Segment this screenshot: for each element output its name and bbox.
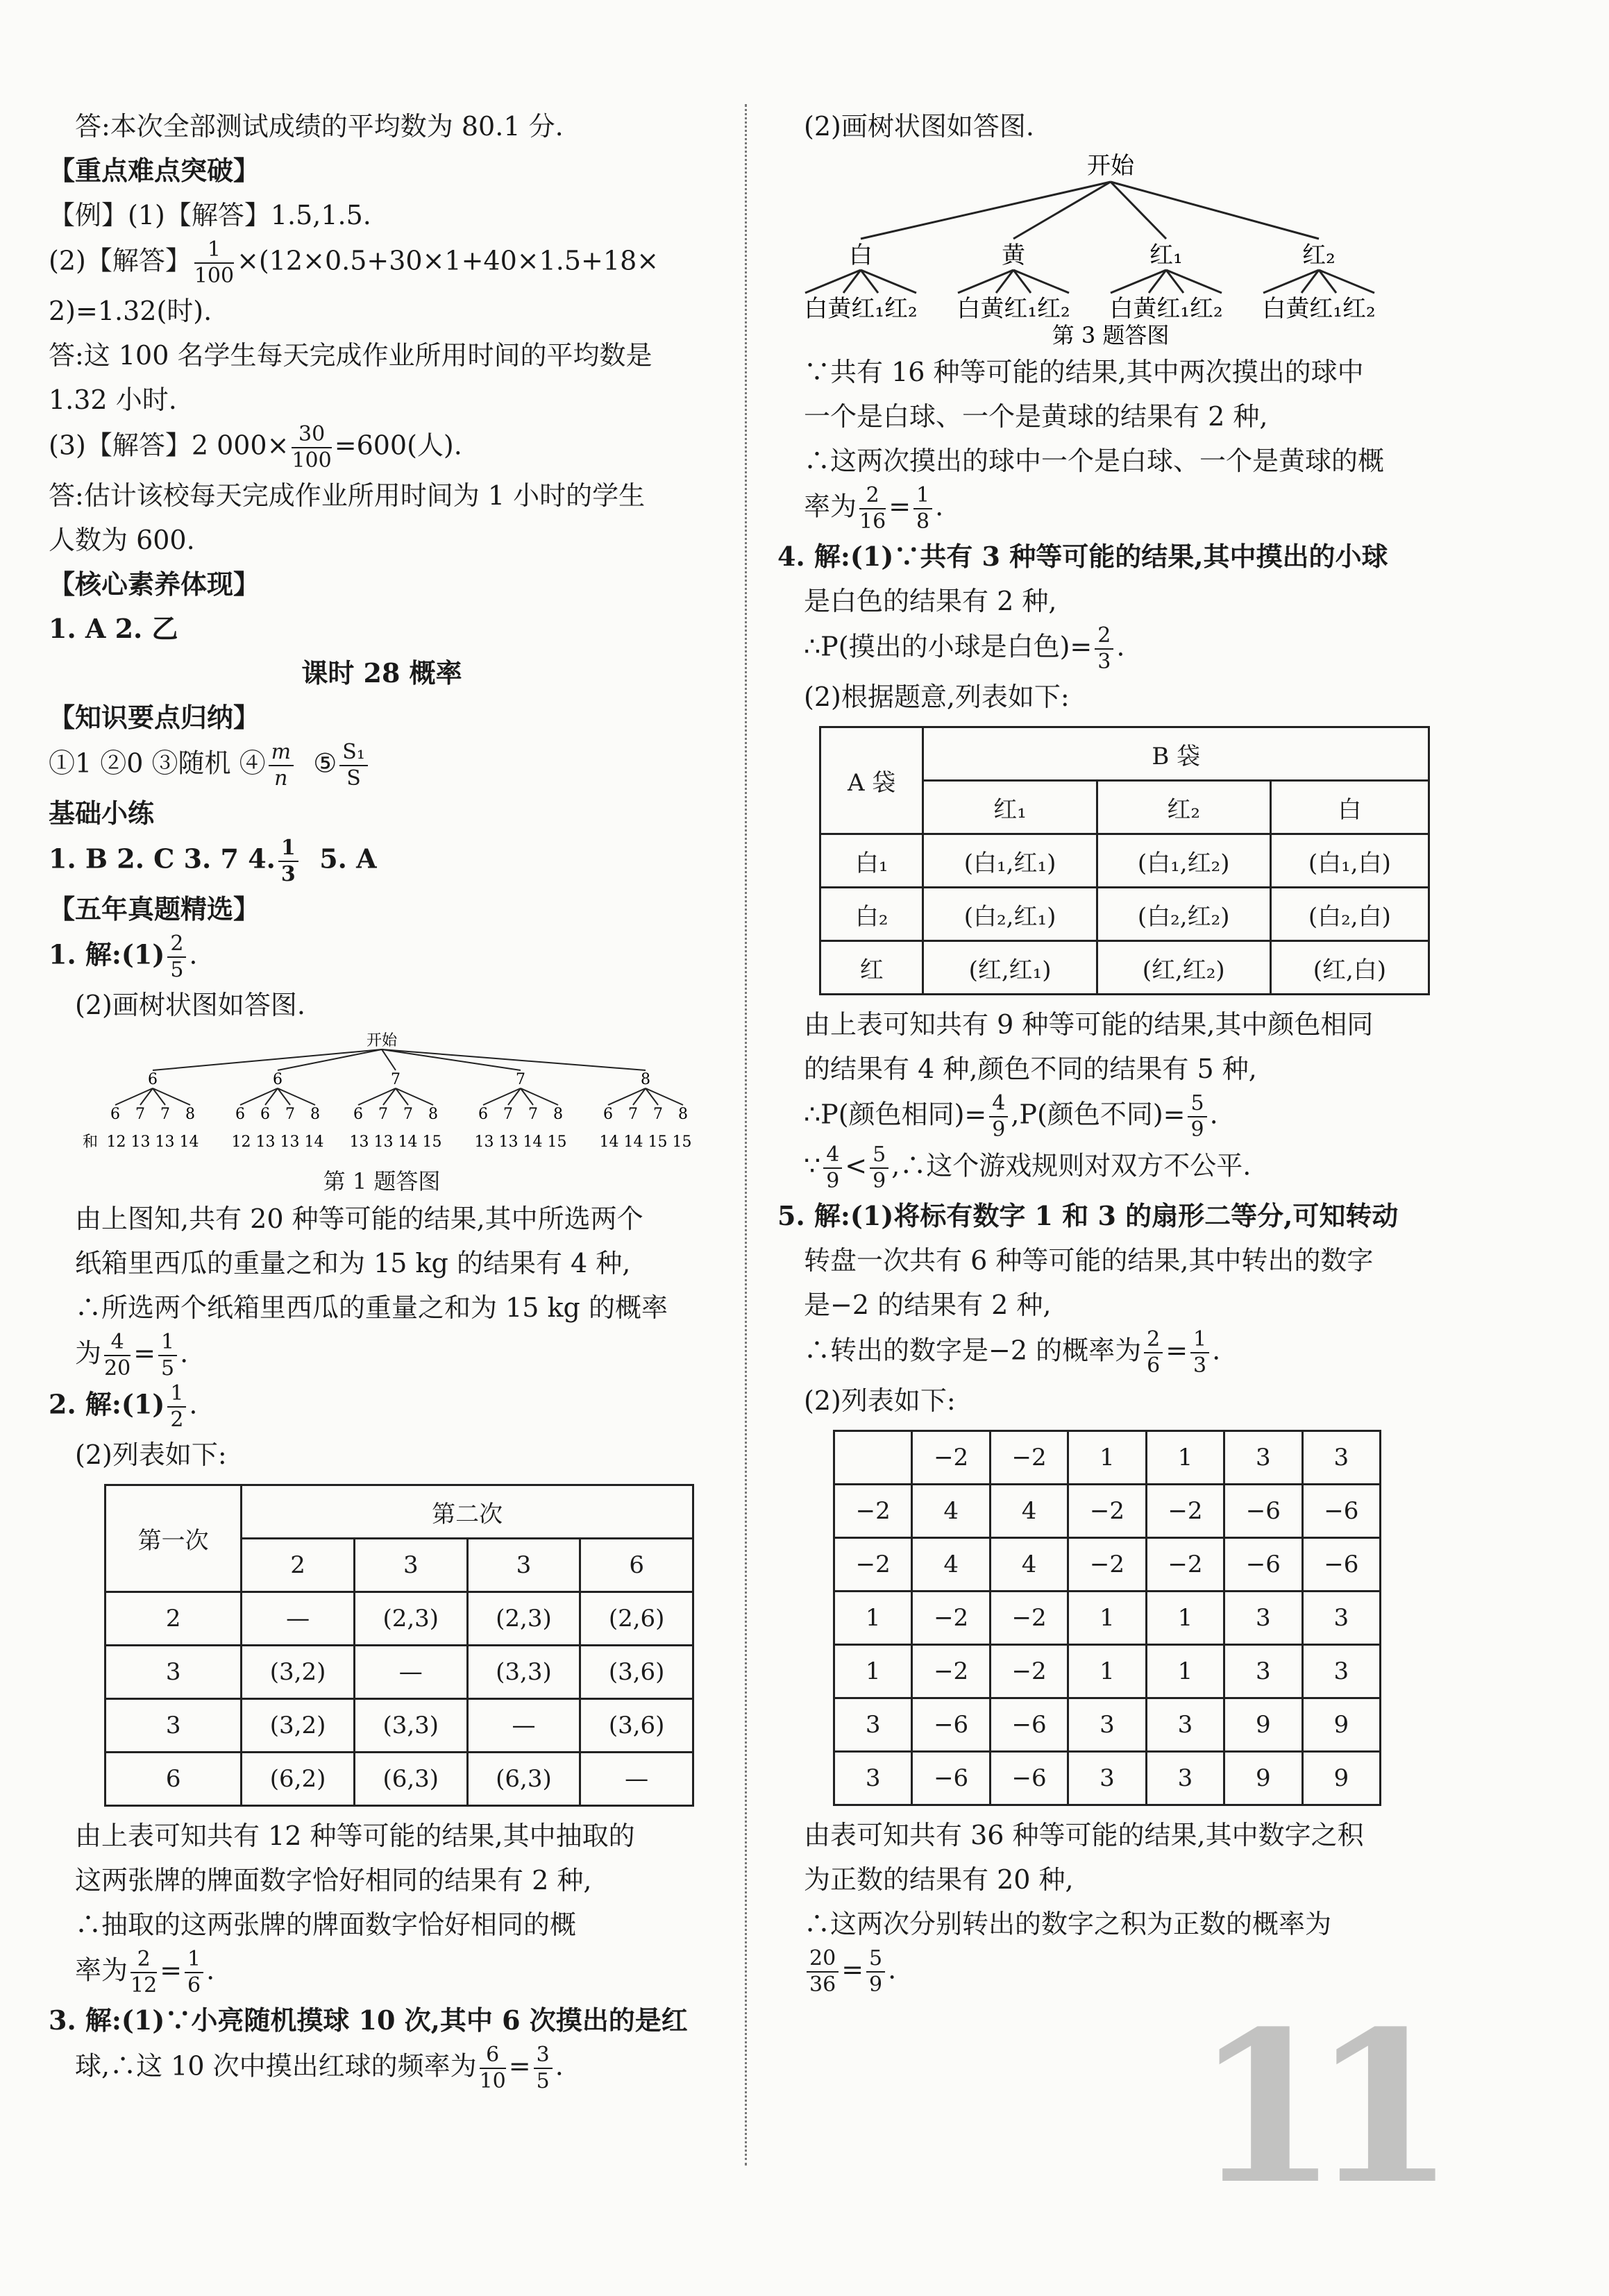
- fraction: $\frac{4}{9}$: [989, 1091, 1008, 1142]
- answer-line: ∴转出的数字是−2 的概率为 $\frac{2}{6}$ = $\frac{1}{3}$ .: [804, 1327, 1221, 1378]
- answer-line: 为 $\frac{4}{20}$ = $\frac{1}{5}$ .: [75, 1330, 189, 1381]
- section-heading: 【核心素养体现】: [49, 568, 260, 600]
- answer-line: 纸箱里西瓜的重量之和为 15 kg 的结果有 4 种,: [75, 1248, 631, 1278]
- fraction: $\frac{5}{9}$: [1188, 1091, 1206, 1142]
- question-4: 4. 解:(1)∵共有 3 种等可能的结果,其中摸出的小球: [777, 541, 1388, 572]
- tree-leaf: 8: [185, 1106, 195, 1123]
- fraction: $\frac{1}{100}$: [194, 237, 235, 288]
- fraction: $\frac{1}{5}$: [158, 1330, 177, 1381]
- knowledge-line: ①1 ②0 ③随机 ④ $\frac{m}{n}$ ⑤ $\frac{\text{S₁}}{S}$: [49, 740, 715, 791]
- fraction: $\frac{4}{20}$: [104, 1330, 131, 1381]
- fraction: $\frac{1}{3}$: [278, 836, 298, 887]
- answer-line: 1. A 2. 乙: [49, 613, 178, 644]
- example-line: 2)=1.32(时).: [49, 296, 212, 326]
- table-row: 红 (红,红₁) (红,红₂) (红,白): [820, 941, 1429, 995]
- answer-line: 人数为 600.: [49, 525, 195, 555]
- tree-root: 开始: [1087, 152, 1134, 180]
- table-col-header: 红₂: [1097, 781, 1270, 834]
- tree-leaf: 8: [428, 1106, 438, 1123]
- fraction: $\frac{2}{3}$: [1095, 623, 1113, 675]
- fraction: $\frac{2}{12}$: [130, 1947, 158, 1998]
- table-row: 3 (3,2) — (3,3) (3,6): [106, 1646, 693, 1699]
- tree-diagram-3: [777, 149, 1458, 350]
- section-heading: 基础小练: [49, 797, 155, 829]
- tree-leaf: 8: [553, 1106, 563, 1123]
- fraction: $\frac{3}{5}$: [534, 2043, 553, 2094]
- example-line: 【例】(1)【解答】1.5,1.5.: [49, 200, 371, 230]
- figure-caption: 第 3 题答图: [1052, 322, 1170, 348]
- figure-caption: 第 1 题答图: [323, 1168, 441, 1195]
- answer-line: (2)画树状图如答图.: [804, 111, 1034, 142]
- tree-node: 红₂: [1302, 242, 1336, 269]
- section-heading: 【知识要点归纳】: [49, 702, 260, 733]
- answer-line: ∵ $\frac{4}{9}$ < $\frac{5}{9}$ ,∴这个游戏规则对双方不公平.: [804, 1142, 1252, 1193]
- table-row: 白₁ (白₁,红₁) (白₁,红₂) (白₁,白): [820, 834, 1429, 888]
- table-row: 2 — (2,3) (2,3) (2,6): [106, 1592, 693, 1646]
- fraction: $\frac{20}{36}$: [807, 1946, 839, 1998]
- tree-sum: 12 13 13 14: [231, 1133, 324, 1151]
- fraction: $\frac{1}{3}$: [1190, 1327, 1209, 1378]
- tree-sum-label: 和: [82, 1133, 99, 1151]
- tree-node: 白: [849, 242, 873, 269]
- table-top-header: B 袋: [923, 727, 1429, 781]
- answer-line: 答:本次全部测试成绩的平均数为 80.1 分.: [75, 111, 564, 142]
- answer-line: ∴所选两个纸箱里西瓜的重量之和为 15 kg 的概率: [75, 1292, 668, 1323]
- table-col-header: 白: [1270, 781, 1429, 834]
- answer-line: 是−2 的结果有 2 种,: [804, 1290, 1052, 1320]
- answer-line: (2)根据题意,列表如下:: [804, 682, 1070, 712]
- table-top-header: 第二次: [242, 1485, 693, 1539]
- table-col-header: 红₁: [923, 781, 1097, 834]
- table-corner: 第一次: [106, 1485, 242, 1592]
- tree-node: 7: [516, 1071, 525, 1088]
- table-col-header: 2: [242, 1539, 355, 1592]
- answer-line: 为正数的结果有 20 种,: [804, 1864, 1074, 1895]
- table-col-header: 3: [354, 1539, 467, 1592]
- question-3: 3. 解:(1)∵小亮随机摸球 10 次,其中 6 次摸出的是红: [49, 2004, 688, 2036]
- answer-line: (2)画树状图如答图.: [75, 990, 305, 1020]
- answer-line: 答:估计该校每天完成作业所用时间为 1 小时的学生: [49, 480, 646, 511]
- tree-branch: [382, 1049, 646, 1070]
- table-q5: [833, 1430, 1381, 1806]
- tree-leaf: 8: [678, 1106, 688, 1123]
- right-column: [777, 104, 1458, 1998]
- tree-leaf: 7: [528, 1106, 538, 1123]
- table-col-header: 3: [467, 1539, 580, 1592]
- fraction: $\frac{2}{6}$: [1144, 1327, 1163, 1378]
- table-row: −2 4 4 −2 −2 −6 −6: [834, 1538, 1381, 1592]
- answer-line: ∴抽取的这两张牌的牌面数字恰好相同的概: [75, 1909, 577, 1940]
- tree-node: 红₁: [1149, 242, 1183, 269]
- tree-leaf: 6: [603, 1106, 613, 1123]
- fraction: $\frac{\text{S₁}}{S}$: [339, 740, 368, 791]
- section-heading: 【五年真题精选】: [49, 893, 260, 925]
- answer-line: 的结果有 4 种,颜色不同的结果有 5 种,: [804, 1054, 1257, 1084]
- table-row: 6 (6,2) (6,3) (6,3) —: [106, 1753, 693, 1806]
- tree-sum: 13 13 14 15: [349, 1133, 442, 1151]
- fraction: $\frac{4}{9}$: [823, 1142, 842, 1194]
- table-q4: [819, 726, 1430, 995]
- answer-line: 是白色的结果有 2 种,: [804, 586, 1057, 616]
- tree-branch: [382, 1049, 396, 1070]
- tree-branch: [1111, 182, 1319, 239]
- answer-line: 答:这 100 名学生每天完成作业所用时间的平均数是: [49, 340, 652, 371]
- fraction: $\frac{1}{8}$: [913, 483, 932, 534]
- question-2: 2. 解:(1) $\frac{1}{2}$ .: [49, 1381, 198, 1432]
- example-line: (2)【解答】 $\frac{1}{100}$ ×(12×0.5+30×1+40×1.5+18×: [49, 237, 659, 288]
- tree-node: 7: [391, 1071, 401, 1088]
- tree-leaf: 6: [235, 1106, 245, 1123]
- tree-leaf: 8: [310, 1106, 320, 1123]
- table-row: −2 4 4 −2 −2 −6 −6: [834, 1485, 1381, 1538]
- tree-leaf: 7: [403, 1106, 413, 1123]
- answer-line: 由上表可知共有 12 种等可能的结果,其中抽取的: [75, 1821, 635, 1851]
- page-number: 11: [1194, 1985, 1429, 2230]
- column-divider: [745, 104, 747, 2166]
- tree-branch: [1013, 182, 1111, 239]
- answer-line: 一个是白球、一个是黄球的结果有 2 种,: [804, 401, 1268, 432]
- table-header-row: −2 −2 1 1 3 3: [834, 1431, 1381, 1485]
- fraction: $\frac{5}{9}$: [866, 1946, 885, 1998]
- answer-line: 由表可知共有 36 种等可能的结果,其中数字之积: [804, 1820, 1364, 1850]
- left-column: [49, 104, 715, 2094]
- tree-leaf: 7: [378, 1106, 388, 1123]
- tree-leaf: 6: [260, 1106, 270, 1123]
- tree-leaf: 7: [503, 1106, 513, 1123]
- table-row: 白₂ (白₂,红₁) (白₂,红₂) (白₂,白): [820, 888, 1429, 941]
- answer-line: ∴这两次分别转出的数字之积为正数的概率为: [804, 1909, 1332, 1939]
- tree-diagram-1: [49, 1027, 715, 1166]
- fraction: $\frac{5}{9}$: [870, 1142, 888, 1194]
- fraction: $\frac{1}{2}$: [167, 1381, 186, 1433]
- tree-leaf: 7: [135, 1106, 145, 1123]
- table-row: 3 −6 −6 3 3 9 9: [834, 1698, 1381, 1752]
- table-row: 1 −2 −2 1 1 3 3: [834, 1645, 1381, 1698]
- answer-line: ∴这两次摸出的球中一个是白球、一个是黄球的概: [804, 446, 1385, 476]
- tree-leaf: 白黄红₁红₂: [1109, 295, 1223, 323]
- fraction: $\frac{6}{10}$: [479, 2043, 506, 2093]
- tree-leaf: 白黄红₁红₂: [804, 295, 918, 323]
- tree-leaf: 7: [160, 1106, 170, 1123]
- table-row: 3 (3,2) (3,3) — (3,6): [106, 1699, 693, 1753]
- tree-leaf: 白黄红₁红₂: [957, 295, 1070, 323]
- answer-line: ∴P(颜色相同)= $\frac{4}{9}$ ,P(颜色不同)= $\frac{5}{9}$ .: [804, 1091, 1218, 1142]
- tree-sum: 13 13 14 15: [474, 1133, 567, 1151]
- answer-line: 由上图知,共有 20 种等可能的结果,其中所选两个: [75, 1204, 643, 1234]
- answer-line: ∵共有 16 种等可能的结果,其中两次摸出的球中: [804, 357, 1364, 387]
- answer-line: 由上表可知共有 9 种等可能的结果,其中颜色相同: [804, 1009, 1374, 1040]
- tree-node: 6: [273, 1071, 283, 1088]
- fraction: $\frac{m}{n}$: [269, 740, 294, 791]
- tree-leaf: 6: [110, 1106, 120, 1123]
- tree-root: 开始: [366, 1032, 398, 1049]
- tree-branch: [861, 182, 1111, 239]
- table-col-header: 6: [580, 1539, 693, 1592]
- answer-line: (2)列表如下:: [804, 1385, 956, 1416]
- tree-leaf: 6: [353, 1106, 363, 1123]
- tree-node: 黄: [1002, 242, 1025, 269]
- answer-line: ∴P(摸出的小球是白色)= $\frac{2}{3}$ .: [804, 623, 1125, 674]
- tree-node: 6: [148, 1071, 158, 1088]
- answer-line: 率为 $\frac{2}{16}$ = $\frac{1}{8}$ .: [804, 483, 944, 534]
- answer-line: 这两张牌的牌面数字恰好相同的结果有 2 种,: [75, 1865, 592, 1896]
- tree-leaf: 白黄红₁红₂: [1262, 295, 1376, 323]
- tree-node: 8: [641, 1071, 650, 1088]
- answer-line: $\frac{20}{36}$ = $\frac{5}{9}$ .: [777, 1946, 1458, 1998]
- tree-branch: [278, 1049, 382, 1070]
- tree-leaf: 7: [653, 1106, 663, 1123]
- question-5: 5. 解:(1)将标有数字 1 和 3 的扇形二等分,可知转动: [777, 1200, 1399, 1231]
- table-q2: [104, 1484, 694, 1807]
- answer-line: (2)列表如下:: [75, 1440, 227, 1470]
- tree-leaf: 6: [478, 1106, 488, 1123]
- fraction: $\frac{2}{16}$: [859, 483, 886, 534]
- tree-leaf: 7: [628, 1106, 638, 1123]
- tree-sum: 12 13 13 14: [106, 1133, 199, 1151]
- question-1: 1. 解:(1) $\frac{2}{5}$ .: [49, 931, 198, 982]
- tree-sum: 14 14 15 15: [599, 1133, 692, 1151]
- section-heading: 【重点难点突破】: [49, 155, 260, 186]
- fraction: $\frac{1}{6}$: [185, 1947, 203, 1998]
- table-corner: A 袋: [820, 727, 923, 834]
- answer-line: 1. B 2. C 3. 7 4. $\frac{1}{3}$ 5. A: [49, 836, 377, 886]
- answer-line: 球,∴这 10 次中摸出红球的频率为 $\frac{6}{10}$ = $\frac{3}{5}$ .: [75, 2043, 564, 2093]
- table-row: 1 −2 −2 1 1 3 3: [834, 1592, 1381, 1645]
- table-row: 3 −6 −6 3 3 9 9: [834, 1752, 1381, 1805]
- answer-line: 率为 $\frac{2}{12}$ = $\frac{1}{6}$ .: [75, 1947, 215, 1998]
- answer-line: 1.32 小时.: [49, 385, 177, 415]
- lesson-title: 课时 28 概率: [301, 657, 462, 689]
- example-line: (3)【解答】2 000× $\frac{30}{100}$ =600(人).: [49, 422, 462, 473]
- tree-branch: [382, 1049, 521, 1070]
- tree-leaf: 7: [285, 1106, 295, 1123]
- fraction: $\frac{30}{100}$: [292, 422, 332, 473]
- tree-branch: [153, 1049, 382, 1070]
- answer-line: 转盘一次共有 6 种等可能的结果,其中转出的数字: [804, 1245, 1374, 1276]
- fraction: $\frac{2}{5}$: [167, 931, 186, 983]
